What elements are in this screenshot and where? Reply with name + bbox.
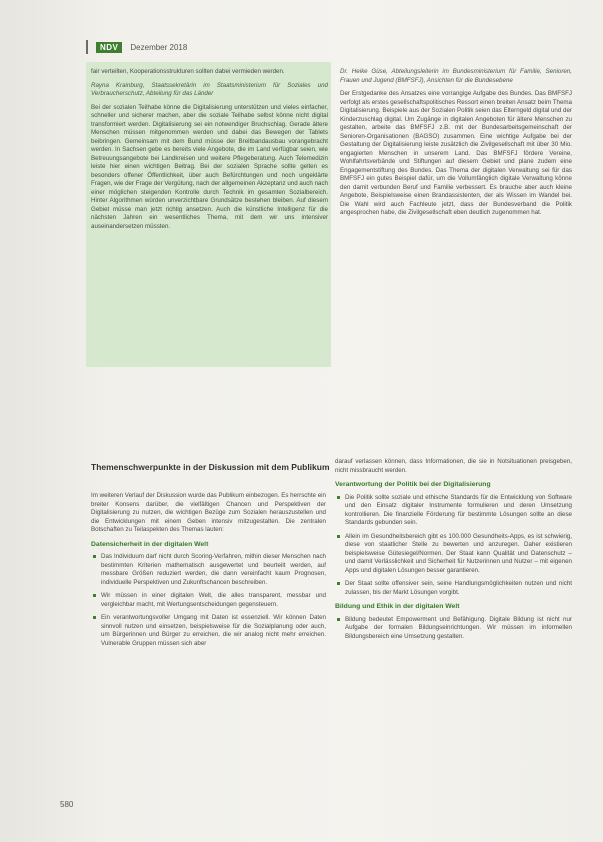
subheading-education: Bildung und Ethik in der digitalen Welt [335,603,460,610]
issue-date: Dezember 2018 [130,42,188,52]
list-item: Der Staat sollte offensiver sein, seine Handlungsmöglichkeiten nutzen und nicht zulassen, bis der Markt Lösungen vorgibt. [345,580,572,596]
speaker-1-text: Bei der sozialen Teilhabe könne die Digitalisierung unterstützen und vieles einfacher, schneller und sicherer machen, aber die soziale Teilhabe selbst könne nicht digital transformiert werden. Digitalisierung sei ein notwendiger Bruchschlag. Gerade ältere Menschen müssen mitgenommen werden und dabei das Bewegen der Tablets beibringen. Gemeinsam mit dem Bund müsse der Breitbandausbau vorangebracht werden. In Sachsen gebe es bereits viele Angebote, die im Land verfügbar seien, wie Betreuungsangebote bei Landkreisen und weitere Pflegeberatung. Auch Telemedizin leiste hier einen wichtigen Beitrag. Bei der sozialen Sprache sollte gelten es besonders offener Öffentlichkeit, über auch Befürchtungen und noch ungeklärte Fragen, wie der Frage der Vergütung, nach der allgemeinen Akzeptanz und auch nach einer möglichen steigenden Kontrolle durch Technik im gesamten Sozialbereich. Hinter Algorithmen würden unverzichtbare Grundsätze bestehen bleiben. Auf diesem Gebiet müsse man jetzt richtig ansetzen. Auch die künstliche Intelligenz für die nächsten Jahren ein wesentliches Thema, mit dem wir uns intensiver auseinandersetzen müssten. [91,103,328,230]
page-number: 580 [60,800,74,809]
subheading-data-security: Datensicherheit in der digitalen Welt [91,540,209,548]
list-item: Allein im Gesundheitsbereich gibt es 100.000 Gesundheits-Apps, es ist schwierig, diese von staatlicher Stelle zu bewerten und anzuregen. Daher existieren beispielsweise Gütesiegel/Normen. Der Staat kann Qualität und Datenschutz – und damit Verlässlichkeit und Sicherheit für Nutzerinnen und Nutzer – mit eigenen Apps und digitalen Lösungen besser garantieren. [345,532,572,574]
subheading-politics: Verantwortung der Politik bei der Digitalisierung [335,481,491,488]
list-item: Ein verantwortungsvoller Umgang mit Daten ist essenziell. Wir können Daten sinnvoll nutzen und einsetzen, beispielsweise für die Sozialplanung oder auch, um Bürgerinnen und Bürger zu erreichen, die wir analog nicht mehr erreichen. Vulnerable Gruppen müssen sich aber [101,614,326,647]
list-item: Das Individuum darf nicht durch Scoring-Verfahren, mithin dieser Menschen nach bestimmten Kriterien mathematisch ausgewertet und beurteilt werden, auf messbare Größen reduziert werden, die dann vereinfacht kaum Prognosen, individuelle Perspektiven und Zukunftschancen beschreiben. [101,553,326,586]
statement-column-right [340,68,572,223]
statement-column-left [91,68,328,236]
section-heading: Themenschwerpunkte in der Diskussion mit dem Publikum [91,462,330,472]
speaker-1-name: Rayna Krainburg, Staatssekretärin im Staatsministerium für Soziales und Verbraucherschutz, Abteilung für das Länder [91,81,328,97]
header-rule [86,40,88,54]
list-item: Wir müssen in einer digitalen Welt, die alles transparent, messbar und vergleichbar macht, mit Wertungsentscheidungen gegensteuern. [101,592,326,608]
page-header [86,40,187,54]
speaker-2-text: Der Erstgedanke des Ansatzes eine vorrangige Aufgabe des Bundes. Das BMFSFJ verfolgt als erstes gesellschaftspolitisches Ressort einen breiten Ansatz beim Thema Digitalisierung. Beispiele aus der Sozialen Politik seien das Elterngeld digital und der Kinderzuschlag digital. Um Zugänge in digitalen Angeboten für ältere Menschen zu gestalten, arbeite das BMFSFJ z.B. mit der Bundesarbeitsgemeinschaft der Senioren-Organisationen (BAGSO) zusammen. Eine wichtige Aufgabe bei der Gestaltung der Digitalisierung leiste zusätzlich die Zivilgesellschaft mit über 30 Mio. engagierten Menschen in unserem Land. Das BMFSFJ fördere Vereine, Wohlfahrtsverbände und Stiftungen auf diesem Gebiet und plane zudem eine Engagementstiftung des Bundes. Das Thema der digitalen Verwaltung sei für das BMFSFJ ein gutes Beispiel dafür, um die Vollumfänglich digitale Verwaltung könne den damit verbunden Beruf und Familie verbessert. Es brauche aber auch kleine Angebote, Beispielsweise einen Brandassistenten, der als Wissen im Wandel bei. Die Wahl wird auch Fachleute jetzt, dass der Bundesverband die Politik angesprochen habe, die Zivilgesellschaft eben deutlich zugenommen hat. [340,90,572,216]
intro-text: fair verteilten, Kooperationsstrukturen sollten dabei vermieden werden. [91,68,285,75]
discussion-column-left [91,492,326,653]
journal-badge: NDV [96,42,122,53]
continued-text: darauf verlassen können, dass Informationen, die sie in Notsituationen preisgeben, nicht missbraucht werden. [335,458,572,474]
bullet-list-data-security [91,553,326,648]
discussion-column-right [335,458,572,646]
section-intro: Im weiteren Verlauf der Diskussion wurde das Publikum einbezogen. Es herrschte ein breiter Konsens darüber, die vielfältigen Chancen und Perspektiven der Digitalisierung zu nutzen, die wichtigen Bezüge zum Sozialen herauszustellen und die Entwicklungen mit einem Geben intensiv mitzugestalten. Die zentralen Botschaften zu Teilaspekten des Themas lauten: [91,492,326,533]
list-item: Bildung bedeutet Empowerment und Befähigung. Digitale Bildung ist nicht nur Aufgabe der formalen Bildungseinrichtungen. Wir müssen im informellen Bildungsbereich eine Umsetzung gestalten. [345,615,572,640]
bullet-list-education [335,616,572,642]
bullet-list-politics [335,494,572,598]
speaker-2-name: Dr. Heike Güse, Abteilungsleiterin im Bundesministerium für Familie, Senioren, Frauen und Jugend (BMFSFJ), Ansichten für die Bundesebene [340,68,572,84]
list-item: Die Politik sollte soziale und ethische Standards für die Entwicklung von Software und den Einsatz digitaler Instrumente formulieren und deren Umsetzung kontrollieren. Die finanzielle Förderung für bestimmte Lösungen sollte an diese Standards gebunden sein. [345,493,572,526]
